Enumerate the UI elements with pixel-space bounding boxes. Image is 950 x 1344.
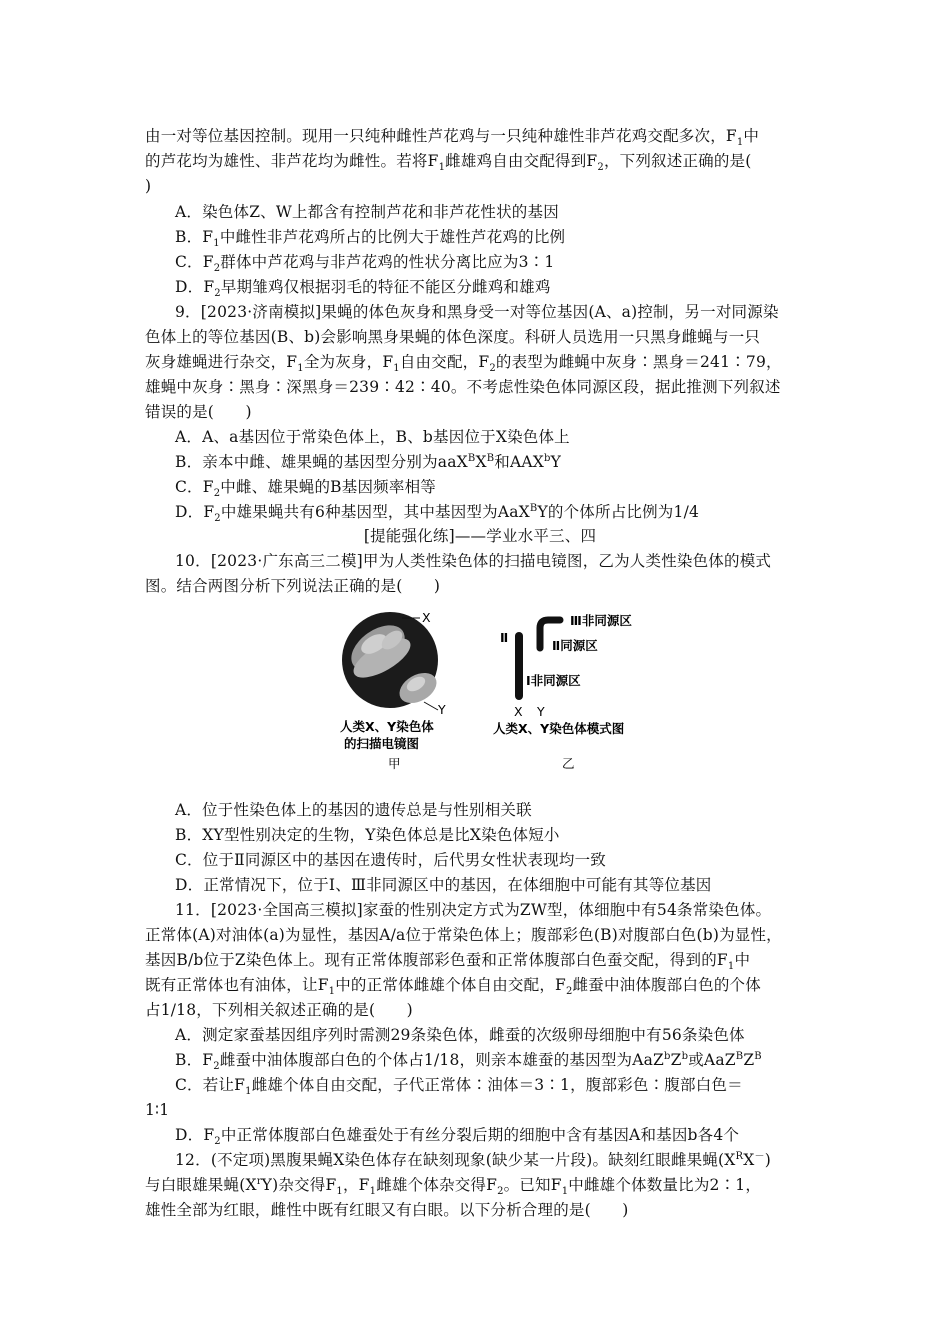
chromosome-figure [330, 600, 660, 780]
q8-stem-line1: 由一对等位基因控制。现用一只纯种雌性芦花鸡与一只纯种雄性非芦花鸡交配多次，$F_1$中 [145, 127, 760, 149]
yi-caption: 人类X、Y染色体模式图 [493, 721, 625, 736]
q11-stem-line1: 11．[2023·全国高三模拟]家蚕的性别决定方式为ZW型，体细胞中有54条常染色体。 [175, 901, 772, 919]
q8-option-d: D．$F_2$早期雏鸡仅根据羽毛的特征不能区分雌鸡和雄鸡 [175, 278, 551, 300]
jia-caption-line1: 人类X、Y染色体 [340, 719, 434, 734]
q9-option-b: B．亲本中雌、雄果蝇的基因型分别为$aaX^BX^B$和AAX$^b$Y [175, 452, 562, 471]
x-chromosome-bar [515, 632, 523, 700]
q8-option-a: A．染色体Z、W上都含有控制芦花和非芦花性状的基因 [175, 203, 559, 221]
q9-stem-line1: 9．[2023·济南模拟]果蝇的体色灰身和黑身受一对等位基因(A、a)控制，另一对同源染 [175, 303, 779, 321]
region-label-ii-left: Ⅱ [500, 630, 509, 645]
q11-stem-line2: 正常体(A)对油体(a)为显性，基因A/a位于常染色体上；腹部彩色(B)对腹部白色(b)为显性， [145, 926, 782, 944]
q12-stem-line1: 12．(不定项)黑腹果蝇X染色体存在缺刻现象(缺少某一片段)。缺刻红眼雌果蝇$(X^RX^-)$ [175, 1150, 771, 1169]
q12-stem-line3: 雄性全部为红眼，雌性中既有红眼又有白眼。以下分析合理的是( ) [145, 1201, 629, 1219]
schematic-yi [493, 613, 632, 771]
q11-stem-line3: 基因B/b位于Z染色体上。现有正常体腹部彩色蚕和正常体腹部白色蚕交配，得到的$F_1$中 [145, 951, 751, 973]
region-label-i: Ⅰ非同源区 [526, 673, 581, 688]
q11-option-b: B．$F_2$雌蚕中油体腹部白色的个体占1/18，则亲本雄蚕的基因型为$AaZ^bZ^b$或$AaZ^BZ^B$ [175, 1050, 762, 1073]
jia-caption-line2: 的扫描电镜图 [344, 736, 420, 751]
q8-option-c: C．$F_2$群体中芦花鸡与非芦花鸡的性状分离比应为3∶1 [175, 253, 555, 275]
q9-stem-line4: 雄蝇中灰身∶黑身∶深黑身＝239∶42∶40。不考虑性染色体同源区段，据此推测下列叙述 [145, 378, 781, 396]
q11-stem-line4: 既有正常体也有油体，让$F_1$中的正常体雌雄个体自由交配，$F_2$雌蚕中油体腹部白色的个体 [145, 976, 761, 998]
schematic-label-y: Y [537, 704, 545, 719]
region-label-ii: Ⅱ同源区 [552, 638, 598, 653]
q10-option-a: A．位于性染色体上的基因的遗传总是与性别相关联 [175, 801, 532, 819]
q11-option-a: A．测定家蚕基因组序列时需测29条染色体，雌蚕的次级卵母细胞中有56条染色体 [175, 1026, 745, 1044]
q9-stem-line2: 色体上的等位基因(B、b)会影响黑身果蝇的体色深度。科研人员选用一只黑身雌蝇与一只 [145, 328, 761, 346]
q10-option-b: B．XY型性别决定的生物，Y染色体总是比X染色体短小 [175, 826, 560, 844]
q8-stem-line2: 的芦花均为雄性、非芦花均为雌性。若将$F_1$雌雄鸡自由交配得到$F_2$，下列叙述正确的是( [145, 152, 752, 174]
sem-label-x: X [422, 610, 431, 625]
q9-stem-line5: 错误的是( ) [145, 403, 252, 421]
q9-option-c: C．$F_2$中雌、雄果蝇的B基因频率相等 [175, 478, 436, 500]
sem-image-jia [340, 610, 446, 771]
region-label-iii: Ⅲ非同源区 [570, 613, 632, 628]
q10-stem-line2: 图。结合两图分析下列说法正确的是( ) [145, 577, 441, 595]
q8-option-b: B．$F_1$中雌性非芦花鸡所占的比例大于雄性芦花鸡的比例 [175, 228, 566, 250]
q10-option-c: C．位于Ⅱ同源区中的基因在遗传时，后代男女性状表现均一致 [175, 851, 606, 869]
sem-label-y: Y [438, 702, 446, 717]
q9-stem-line3: 灰身雄蝇进行杂交，$F_1$全为灰身，$F_1$自由交配，$F_2$的表型为雌蝇中灰身∶黑身＝241∶79， [145, 353, 782, 375]
q9-option-a: A．A、a基因位于常染色体上，B、b基因位于X染色体上 [175, 428, 570, 446]
q11-option-d: D．$F_2$中正常体腹部白色雄蚕处于有丝分裂后期的细胞中含有基因A和基因b各4个 [175, 1126, 740, 1148]
section-heading: [提能强化练]——学业水平三、四 [363, 527, 597, 545]
q11-option-c-line2: 1∶1 [145, 1101, 170, 1119]
q12-stem-line2: 与白眼雄果蝇$(X^rY)$杂交得$F_1$，$F_1$雌雄个体杂交得$F_2$。已知$F_1$中雌雄个体数量比为2∶1， [145, 1175, 762, 1198]
q8-stem-line3: ) [145, 177, 152, 195]
q11-option-c-line1: C．若让$F_1$雌雄个体自由交配，子代正常体∶油体＝3∶1，腹部彩色∶腹部白色＝ [175, 1076, 743, 1098]
q9-option-d: D．$F_2$中雄果蝇共有6种基因型，其中基因型为AaX$^B$Y的个体所占比例为1/4 [175, 502, 700, 525]
q11-stem-line5: 占1/18，下列相关叙述正确的是( ) [145, 1001, 413, 1019]
jia-label: 甲 [388, 756, 401, 771]
schematic-label-x: X [514, 704, 523, 719]
q10-stem-line1: 10．[2023·广东高三二模]甲为人类性染色体的扫描电镜图，乙为人类性染色体的模式 [175, 552, 772, 570]
q10-option-d: D．正常情况下，位于Ⅰ、Ⅲ非同源区中的基因，在体细胞中可能有其等位基因 [175, 876, 712, 894]
yi-label: 乙 [562, 756, 575, 771]
